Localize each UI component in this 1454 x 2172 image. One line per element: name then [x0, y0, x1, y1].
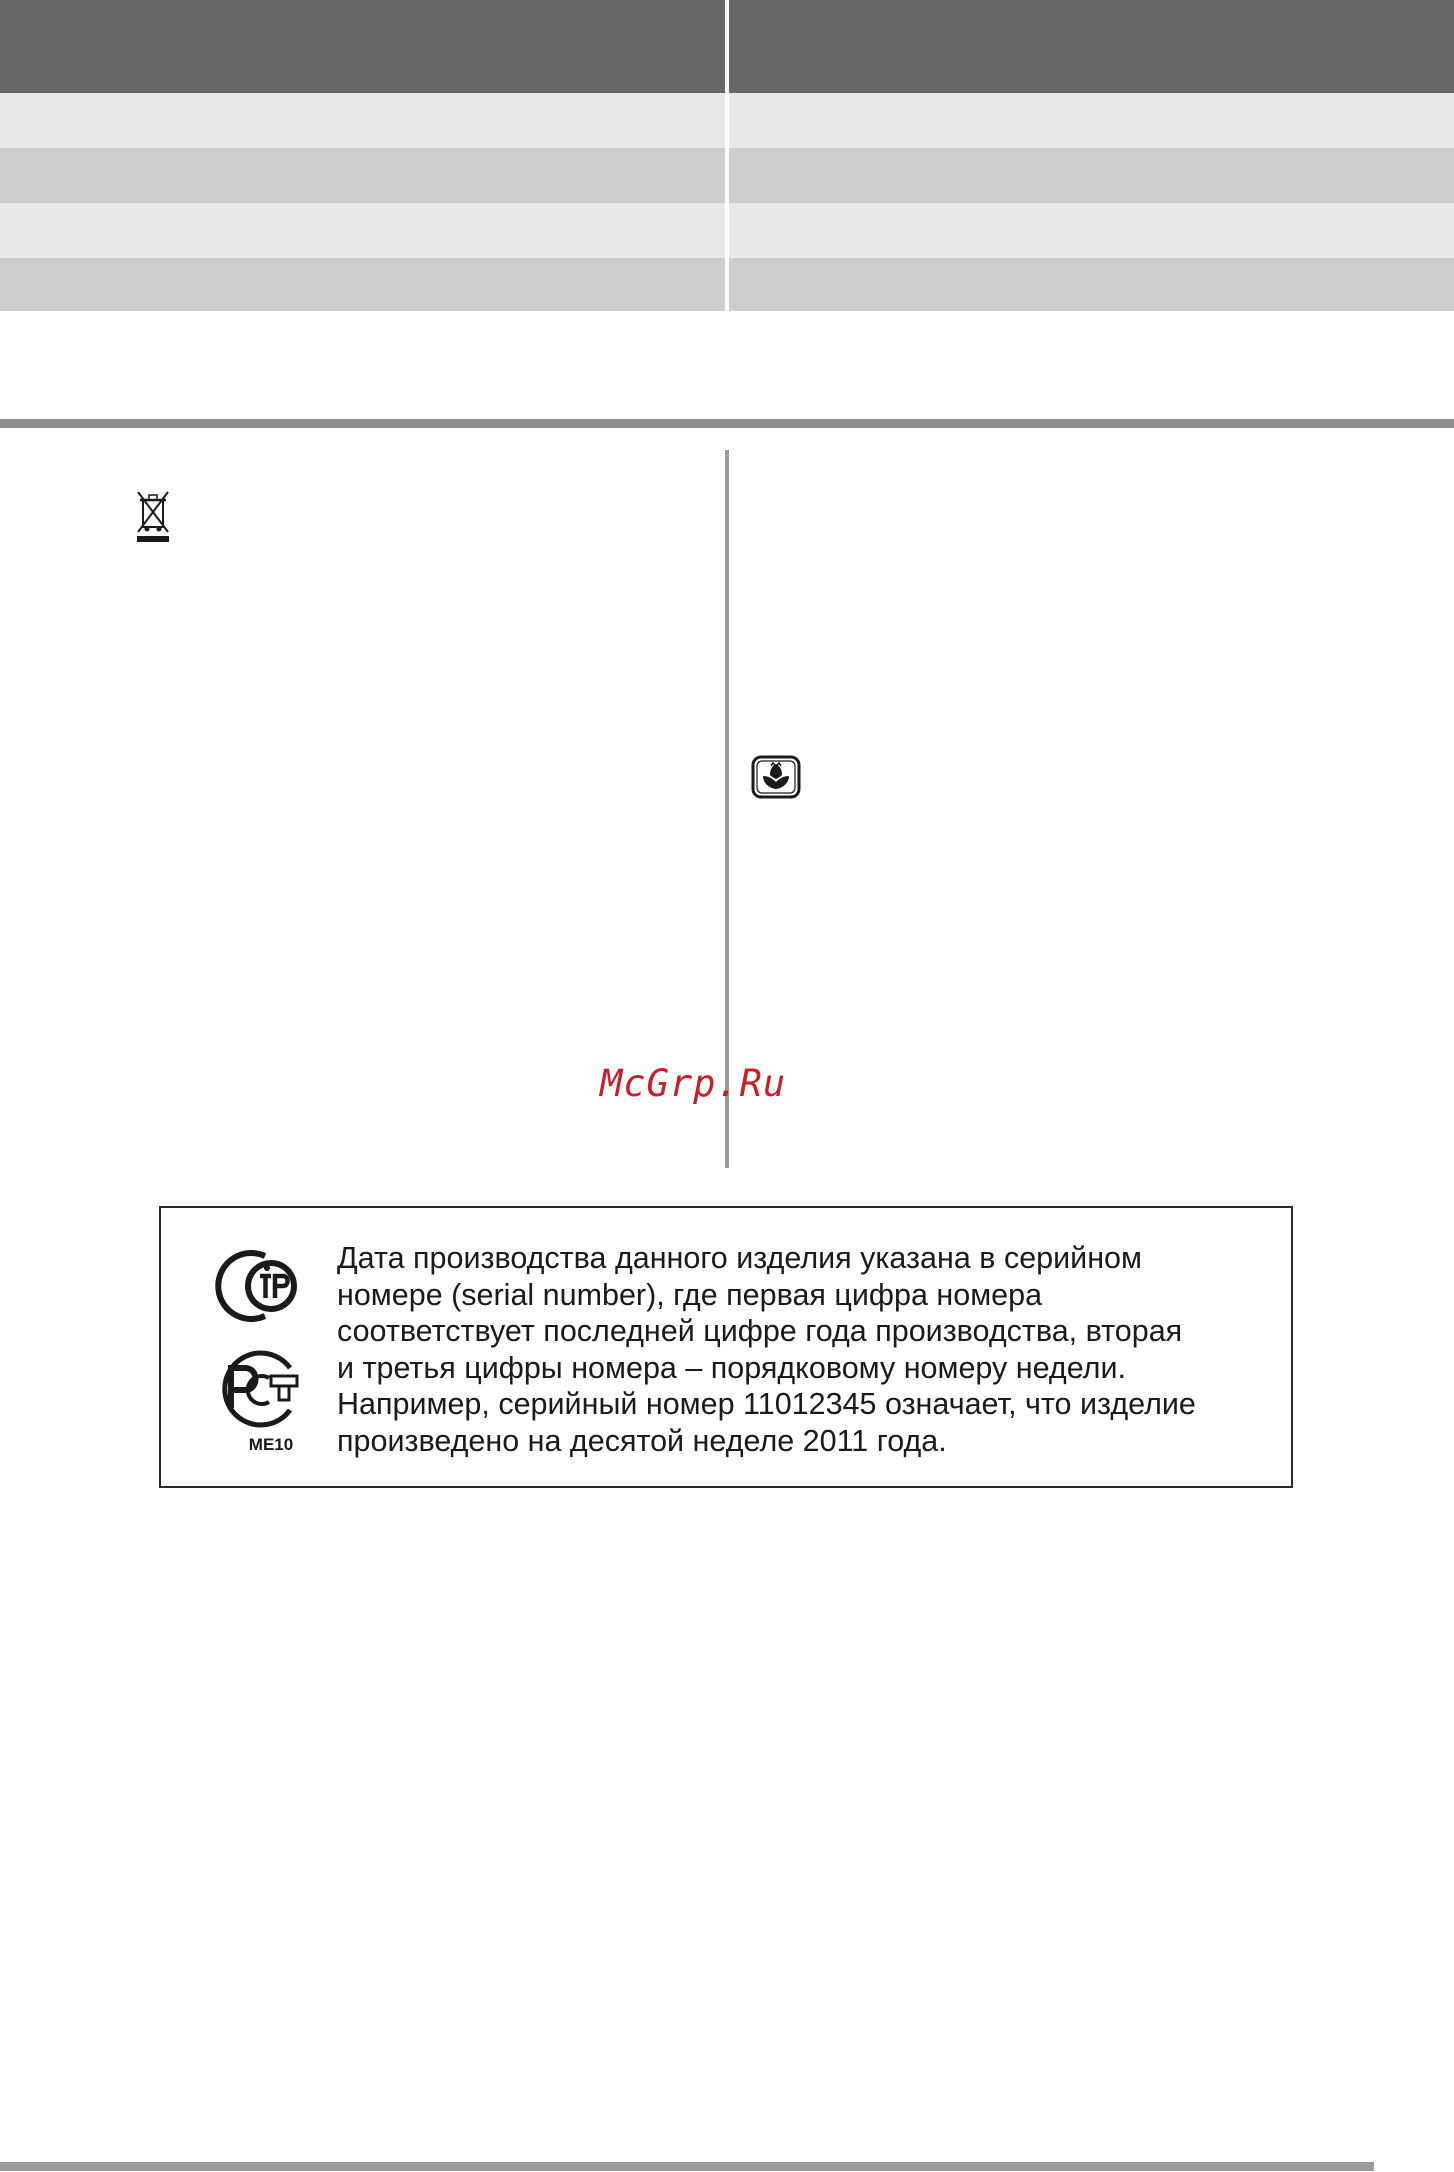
notice-box — [159, 1206, 1293, 1488]
table-header-cell — [729, 0, 1454, 93]
table-cell — [729, 148, 1454, 203]
table-cell — [729, 258, 1454, 311]
footer-bar — [0, 2162, 1374, 2171]
table-cell — [0, 93, 725, 148]
table-header-cell — [0, 0, 725, 93]
notice-line: и третья цифры номера – порядковому номеру недели. — [337, 1350, 1126, 1385]
watermark-text: McGrp.Ru — [600, 1062, 787, 1105]
notice-line: соответствует последней цифре года производства, вторая — [337, 1314, 1183, 1349]
column-divider — [725, 450, 729, 1168]
table-row — [0, 93, 1454, 148]
table-cell — [0, 148, 725, 203]
pct-certification-icon — [205, 1348, 313, 1430]
notice-line: произведено на десятой неделе 2011 года. — [337, 1423, 947, 1458]
table-row — [0, 258, 1454, 311]
notice-line: номере (serial number), где первая цифра номера — [337, 1277, 1043, 1312]
notice-text — [337, 1240, 1277, 1460]
table-header-row — [0, 0, 1454, 93]
flower-icon — [751, 755, 801, 799]
table-cell — [0, 203, 725, 258]
table-cell — [729, 203, 1454, 258]
notice-line: Например, серийный номер 11012345 означает, что изделие — [337, 1387, 1196, 1422]
eac-certification-icon — [205, 1246, 313, 1326]
seal-label: ME10 — [248, 1435, 294, 1454]
table-cell — [729, 93, 1454, 148]
table-cell — [0, 258, 725, 311]
notice-line: Дата производства данного изделия указана в серийном — [337, 1241, 1142, 1275]
table-row — [0, 148, 1454, 203]
table-row — [0, 203, 1454, 258]
crossed-bin-icon — [134, 488, 172, 543]
section-rule — [0, 419, 1454, 428]
